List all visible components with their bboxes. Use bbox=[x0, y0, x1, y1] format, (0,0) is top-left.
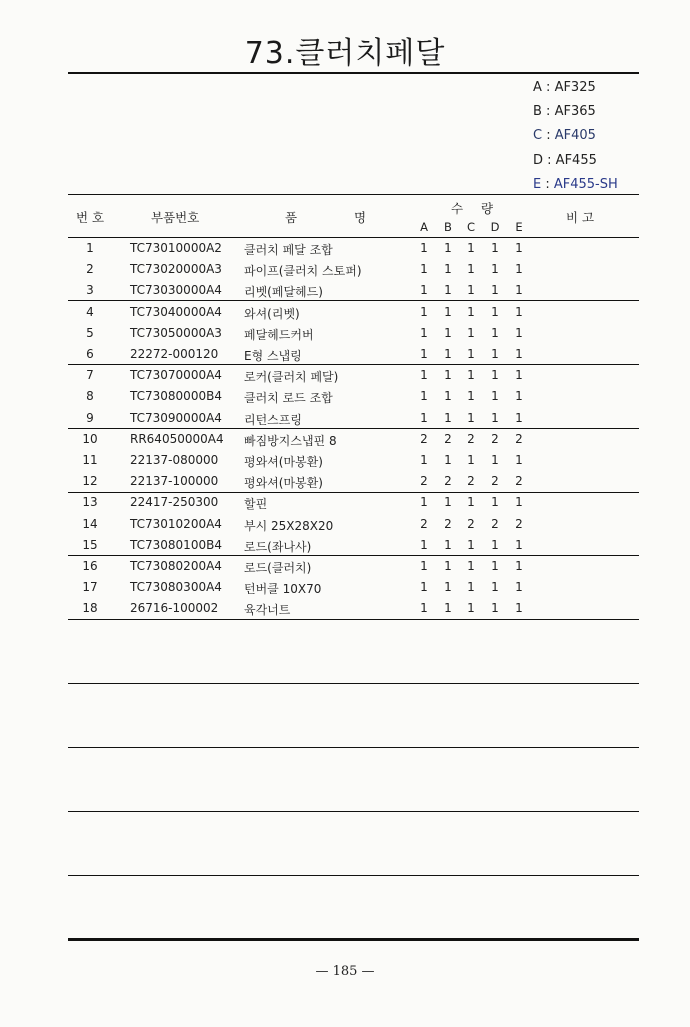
row-number: 2 bbox=[86, 262, 94, 277]
model-key: E bbox=[533, 176, 542, 192]
quantity-cell: 1 bbox=[515, 241, 523, 255]
header-no: 번 호 bbox=[76, 210, 105, 225]
blank-rule bbox=[68, 875, 639, 876]
quantity-cell: 1 bbox=[515, 368, 523, 383]
quantity-cell: 1 bbox=[467, 304, 475, 319]
table-row bbox=[68, 280, 639, 301]
quantity-cell: 1 bbox=[491, 559, 499, 573]
model-name: AF405 bbox=[554, 128, 596, 144]
quantity-cell: 1 bbox=[491, 389, 499, 404]
row-number: 18 bbox=[82, 601, 98, 616]
part-number: TC73080300A4 bbox=[130, 580, 222, 595]
blank-rule bbox=[68, 747, 639, 748]
quantity-cell: 1 bbox=[467, 410, 475, 425]
part-number: 22272-000120 bbox=[130, 347, 219, 361]
quantity-cell: 2 bbox=[467, 474, 475, 489]
row-number: 13 bbox=[82, 495, 98, 510]
quantity-cell: 1 bbox=[467, 368, 475, 383]
quantity-cell: 1 bbox=[444, 283, 452, 298]
title-rule bbox=[68, 72, 639, 74]
part-name: E형 스냅링 bbox=[244, 349, 302, 363]
quantity-cell: 1 bbox=[420, 495, 428, 510]
part-number: TC73010000A2 bbox=[130, 241, 222, 255]
quantity-cell: 1 bbox=[467, 389, 475, 404]
model-key: D bbox=[533, 152, 544, 168]
table-top-rule bbox=[68, 194, 639, 195]
quantity-cell: 1 bbox=[467, 262, 475, 277]
row-number: 1 bbox=[86, 241, 94, 255]
quantity-cell: 1 bbox=[515, 325, 523, 340]
part-name: 파이프(클러치 스토퍼) bbox=[244, 264, 362, 279]
quantity-cell: 1 bbox=[515, 559, 523, 573]
model-name: AF455 bbox=[555, 152, 597, 168]
part-name: 리턴스프링 bbox=[244, 412, 302, 427]
qty-col-header: B bbox=[444, 220, 452, 234]
quantity-cell: 1 bbox=[491, 410, 499, 425]
quantity-cell: 2 bbox=[444, 431, 452, 446]
table-row bbox=[68, 535, 639, 556]
table-row bbox=[68, 408, 639, 429]
qty-col-header: E bbox=[515, 220, 523, 234]
quantity-cell: 1 bbox=[467, 453, 475, 467]
model-separator: : bbox=[542, 128, 555, 144]
quantity-cell: 1 bbox=[515, 347, 523, 361]
quantity-cell: 1 bbox=[491, 453, 499, 467]
quantity-cell: 1 bbox=[420, 389, 428, 404]
quantity-cell: 2 bbox=[420, 474, 428, 489]
quantity-cell: 1 bbox=[420, 304, 428, 319]
table-row bbox=[68, 492, 639, 513]
model-separator: : bbox=[543, 152, 556, 168]
row-number: 12 bbox=[82, 474, 98, 489]
part-name: 할핀 bbox=[244, 497, 268, 512]
quantity-cell: 2 bbox=[467, 431, 475, 446]
quantity-cell: 1 bbox=[491, 537, 499, 552]
quantity-cell: 1 bbox=[467, 559, 475, 573]
table-row bbox=[68, 471, 639, 492]
header-part-no: 부품번호 bbox=[151, 210, 200, 225]
qty-col-header: C bbox=[466, 220, 476, 234]
quantity-cell: 1 bbox=[444, 453, 452, 467]
row-number: 9 bbox=[86, 410, 94, 425]
quantity-cell: 1 bbox=[515, 389, 523, 404]
row-number: 6 bbox=[86, 347, 94, 361]
quantity-cell: 2 bbox=[491, 516, 499, 531]
model-separator: : bbox=[541, 80, 555, 95]
part-number: TC73010200A4 bbox=[130, 516, 222, 531]
quantity-cell: 1 bbox=[420, 347, 428, 361]
model-separator: : bbox=[541, 176, 554, 192]
quantity-cell: 1 bbox=[444, 537, 452, 552]
group-rule bbox=[68, 364, 639, 365]
model-key: A bbox=[533, 80, 542, 95]
quantity-cell: 1 bbox=[420, 537, 428, 552]
header-qty-2: 량 bbox=[481, 201, 494, 216]
page-title: 73.클러치페달 bbox=[244, 36, 446, 71]
table-row bbox=[68, 429, 639, 450]
header-name-2: 명 bbox=[354, 210, 367, 225]
quantity-cell: 1 bbox=[515, 304, 523, 319]
quantity-cell: 1 bbox=[444, 262, 452, 277]
table-row bbox=[68, 365, 639, 386]
quantity-cell: 1 bbox=[467, 325, 475, 340]
table-row bbox=[68, 302, 639, 323]
model-entry bbox=[533, 100, 618, 124]
model-name: AF325 bbox=[554, 80, 596, 95]
part-number: TC73040000A4 bbox=[130, 304, 222, 319]
part-name: 턴버클 10X70 bbox=[244, 582, 322, 597]
quantity-cell: 1 bbox=[515, 601, 523, 616]
quantity-cell: 1 bbox=[420, 580, 428, 595]
part-number: TC73030000A4 bbox=[130, 283, 222, 298]
table-row bbox=[68, 598, 639, 619]
part-name: 로드(클러치) bbox=[244, 561, 312, 575]
quantity-cell: 1 bbox=[420, 453, 428, 467]
header-name-1: 품 bbox=[285, 210, 298, 225]
quantity-cell: 1 bbox=[467, 495, 475, 510]
model-legend bbox=[533, 76, 618, 197]
header-qty-1: 수 bbox=[451, 201, 464, 216]
header-remark: 비 고 bbox=[566, 210, 595, 225]
part-number: RR64050000A4 bbox=[130, 431, 224, 446]
quantity-cell: 1 bbox=[467, 580, 475, 595]
quantity-cell: 1 bbox=[491, 262, 499, 277]
quantity-cell: 1 bbox=[420, 559, 428, 573]
quantity-cell: 1 bbox=[444, 304, 452, 319]
table-row bbox=[68, 514, 639, 535]
row-number: 3 bbox=[86, 283, 94, 298]
qty-col-header: D bbox=[490, 220, 500, 234]
group-rule bbox=[68, 428, 639, 429]
quantity-cell: 1 bbox=[515, 580, 523, 595]
quantity-cell: 1 bbox=[515, 537, 523, 552]
part-name: 부시 25X28X20 bbox=[244, 518, 334, 533]
part-number: TC73050000A3 bbox=[130, 325, 222, 340]
row-number: 10 bbox=[82, 431, 98, 446]
quantity-cell: 1 bbox=[467, 601, 475, 616]
quantity-cell: 2 bbox=[491, 474, 499, 489]
quantity-cell: 1 bbox=[491, 304, 499, 319]
quantity-cell: 1 bbox=[444, 389, 452, 404]
row-number: 8 bbox=[86, 389, 94, 404]
part-number: 22137-100000 bbox=[130, 474, 219, 489]
part-number: 22137-080000 bbox=[130, 453, 219, 467]
quantity-cell: 1 bbox=[467, 347, 475, 361]
part-name: 평와셔(마봉환) bbox=[244, 476, 323, 491]
quantity-cell: 1 bbox=[515, 453, 523, 467]
row-number: 4 bbox=[86, 304, 94, 319]
quantity-cell: 2 bbox=[515, 474, 523, 489]
quantity-cell: 1 bbox=[444, 580, 452, 595]
quantity-cell: 1 bbox=[515, 283, 523, 298]
model-key: B bbox=[533, 104, 542, 120]
quantity-cell: 2 bbox=[467, 516, 475, 531]
table-row bbox=[68, 238, 639, 259]
quantity-cell: 1 bbox=[491, 601, 499, 616]
quantity-cell: 2 bbox=[515, 431, 523, 446]
quantity-cell: 2 bbox=[515, 516, 523, 531]
quantity-cell: 1 bbox=[491, 325, 499, 340]
table-row bbox=[68, 577, 639, 598]
quantity-cell: 1 bbox=[515, 262, 523, 277]
model-entry bbox=[533, 124, 618, 148]
model-name: AF365 bbox=[554, 104, 596, 120]
blank-rule bbox=[68, 683, 639, 684]
table-row bbox=[68, 259, 639, 280]
part-name: 페달헤드커버 bbox=[244, 327, 314, 342]
quantity-cell: 2 bbox=[444, 516, 452, 531]
quantity-cell: 1 bbox=[444, 368, 452, 383]
quantity-cell: 1 bbox=[515, 410, 523, 425]
row-number: 14 bbox=[82, 516, 98, 531]
quantity-cell: 1 bbox=[491, 368, 499, 383]
model-name: AF455-SH bbox=[553, 176, 618, 192]
model-entry bbox=[533, 76, 618, 100]
part-name: 로드(좌나사) bbox=[244, 539, 312, 554]
quantity-cell: 1 bbox=[420, 283, 428, 298]
model-key: C bbox=[533, 128, 543, 144]
part-number: TC73090000A4 bbox=[130, 410, 222, 425]
quantity-cell: 1 bbox=[420, 325, 428, 340]
table-row bbox=[68, 386, 639, 407]
part-number: 22417-250300 bbox=[130, 495, 219, 510]
quantity-cell: 1 bbox=[515, 495, 523, 510]
part-number: TC73080000B4 bbox=[130, 389, 222, 404]
table-row bbox=[68, 323, 639, 344]
quantity-cell: 1 bbox=[444, 495, 452, 510]
row-number: 11 bbox=[82, 453, 98, 467]
quantity-cell: 1 bbox=[444, 559, 452, 573]
quantity-cell: 1 bbox=[491, 347, 499, 361]
quantity-cell: 1 bbox=[491, 495, 499, 510]
quantity-cell: 1 bbox=[444, 601, 452, 616]
row-number: 17 bbox=[82, 580, 98, 595]
quantity-cell: 1 bbox=[420, 410, 428, 425]
part-number: TC73020000A3 bbox=[130, 262, 222, 277]
blank-rule bbox=[68, 811, 639, 812]
quantity-cell: 1 bbox=[420, 262, 428, 277]
group-rule bbox=[68, 492, 639, 493]
row-number: 7 bbox=[86, 368, 94, 383]
part-number: 26716-100002 bbox=[130, 601, 219, 616]
part-number: TC73070000A4 bbox=[130, 368, 222, 383]
bottom-rule bbox=[68, 938, 639, 941]
qty-col-header: A bbox=[420, 220, 428, 234]
quantity-cell: 1 bbox=[444, 347, 452, 361]
quantity-cell: 1 bbox=[420, 601, 428, 616]
page-number: — 185 — bbox=[315, 964, 375, 979]
table-row bbox=[68, 450, 639, 471]
quantity-cell: 1 bbox=[444, 410, 452, 425]
row-number: 5 bbox=[86, 325, 94, 340]
part-name: 빠짐방지스냅핀 8 bbox=[244, 433, 337, 448]
group-rule bbox=[68, 619, 639, 620]
quantity-cell: 1 bbox=[420, 368, 428, 383]
quantity-cell: 1 bbox=[491, 283, 499, 298]
row-number: 15 bbox=[82, 537, 98, 552]
table-row bbox=[68, 556, 639, 577]
quantity-cell: 2 bbox=[420, 516, 428, 531]
part-number: TC73080200A4 bbox=[130, 559, 222, 573]
quantity-cell: 1 bbox=[444, 325, 452, 340]
part-name: 로커(클러치 페달) bbox=[244, 370, 339, 385]
row-number: 16 bbox=[82, 559, 98, 573]
quantity-cell: 1 bbox=[467, 241, 475, 255]
quantity-cell: 2 bbox=[491, 431, 499, 446]
model-entry bbox=[533, 149, 618, 173]
group-rule bbox=[68, 555, 639, 556]
part-name: 평와셔(마봉환) bbox=[244, 455, 323, 469]
quantity-cell: 1 bbox=[491, 241, 499, 255]
quantity-cell: 1 bbox=[491, 580, 499, 595]
part-name: 클러치 페달 조합 bbox=[244, 243, 333, 257]
part-name: 육각너트 bbox=[244, 603, 291, 618]
quantity-cell: 1 bbox=[444, 241, 452, 255]
group-rule bbox=[68, 300, 639, 301]
quantity-cell: 1 bbox=[467, 537, 475, 552]
table-row bbox=[68, 344, 639, 365]
quantity-cell: 1 bbox=[467, 283, 475, 298]
quantity-cell: 2 bbox=[444, 474, 452, 489]
quantity-cell: 2 bbox=[420, 431, 428, 446]
model-separator: : bbox=[541, 104, 555, 120]
part-number: TC73080100B4 bbox=[130, 537, 222, 552]
part-name: 클러치 로드 조합 bbox=[244, 391, 333, 406]
part-name: 와셔(리벳) bbox=[244, 306, 300, 321]
part-name: 리벳(페달헤드) bbox=[244, 285, 323, 300]
quantity-cell: 1 bbox=[420, 241, 428, 255]
